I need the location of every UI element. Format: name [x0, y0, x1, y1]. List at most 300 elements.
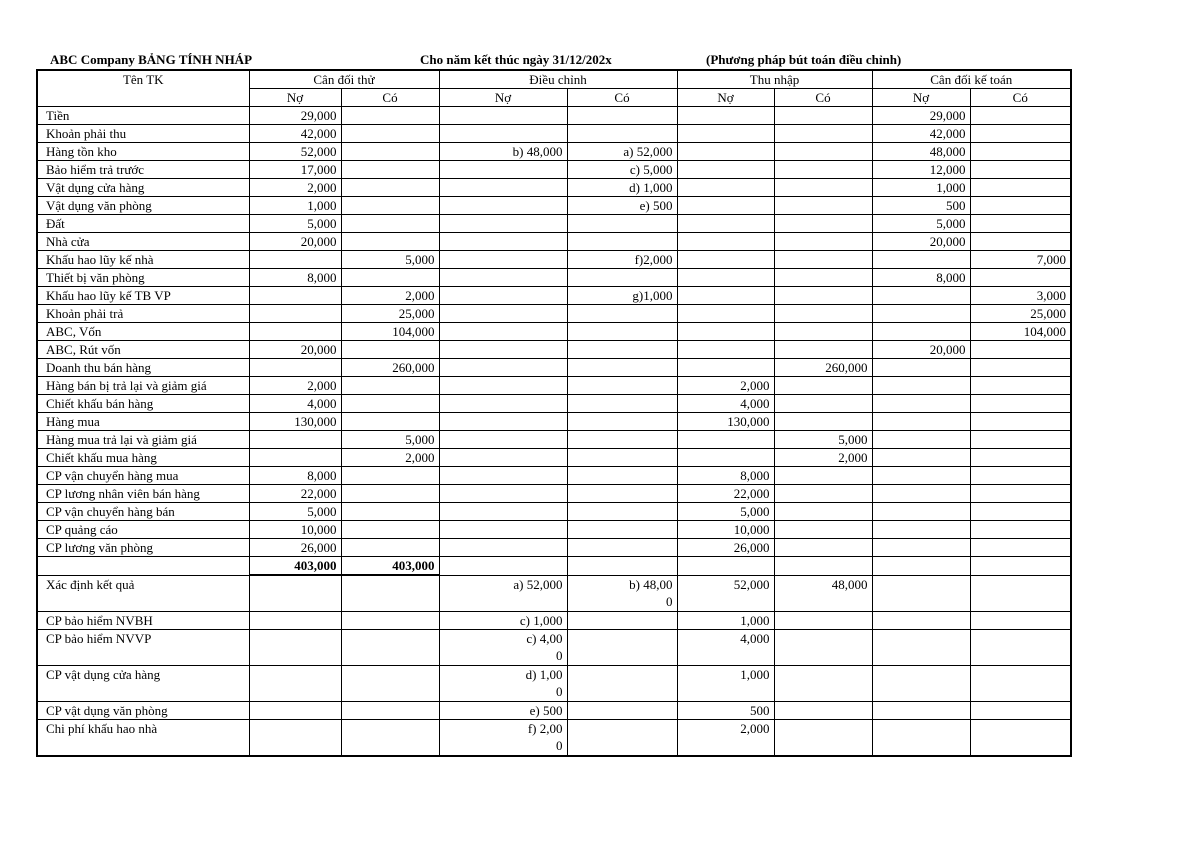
amount-cell	[439, 305, 567, 323]
account-row	[37, 413, 1071, 431]
amount-cell: 17,000	[249, 161, 341, 179]
adjustment-row	[37, 630, 1071, 666]
amount-cell	[677, 143, 774, 161]
trial-balance-header: Cân đối thử	[249, 70, 439, 89]
account-name: Khấu hao lũy kế TB VP	[37, 287, 249, 305]
account-row	[37, 377, 1071, 395]
amount-cell	[774, 612, 872, 630]
amount-cell	[872, 251, 970, 269]
amount-cell	[439, 251, 567, 269]
credit-header: Có	[341, 89, 439, 107]
account-row	[37, 521, 1071, 539]
amount-cell: 500	[872, 197, 970, 215]
amount-cell: 22,000	[249, 485, 341, 503]
amount-cell	[872, 521, 970, 539]
amount-cell	[970, 630, 1071, 666]
amount-cell	[677, 359, 774, 377]
amount-cell	[872, 503, 970, 521]
amount-cell	[677, 179, 774, 197]
account-row	[37, 161, 1071, 179]
amount-cell	[341, 413, 439, 431]
account-name: Xác định kết quả	[37, 575, 249, 612]
amount-cell	[774, 485, 872, 503]
amount-cell: 5,000	[249, 503, 341, 521]
debit-header: Nợ	[249, 89, 341, 107]
debit-header: Nợ	[677, 89, 774, 107]
amount-cell	[774, 503, 872, 521]
amount-cell: 130,000	[677, 413, 774, 431]
amount-cell	[970, 521, 1071, 539]
amount-cell	[439, 197, 567, 215]
amount-cell: 3,000	[970, 287, 1071, 305]
amount-cell	[774, 107, 872, 125]
empty-cell	[970, 557, 1071, 576]
amount-cell	[774, 377, 872, 395]
amount-cell: d) 1,000	[567, 179, 677, 197]
account-name: ABC, Rút vốn	[37, 341, 249, 359]
empty-cell	[872, 557, 970, 576]
account-name: CP lương văn phòng	[37, 539, 249, 557]
amount-cell: 42,000	[872, 125, 970, 143]
amount-cell: 10,000	[677, 521, 774, 539]
amount-cell: 260,000	[774, 359, 872, 377]
amount-cell: c) 1,000	[439, 612, 567, 630]
amount-cell	[439, 341, 567, 359]
amount-cell	[872, 612, 970, 630]
amount-cell	[872, 666, 970, 702]
amount-cell	[341, 612, 439, 630]
amount-cell: b) 48,00 0	[567, 575, 677, 612]
amount-cell: 1,000	[677, 612, 774, 630]
amount-cell	[774, 143, 872, 161]
amount-cell: a) 52,000	[439, 575, 567, 612]
amount-cell	[567, 233, 677, 251]
account-name: Thiết bị văn phòng	[37, 269, 249, 287]
amount-cell	[970, 179, 1071, 197]
amount-cell: 20,000	[249, 341, 341, 359]
amount-cell	[970, 539, 1071, 557]
account-row	[37, 215, 1071, 233]
account-name: ABC, Vốn	[37, 323, 249, 341]
amount-cell: c) 5,000	[567, 161, 677, 179]
amount-cell	[970, 503, 1071, 521]
amount-cell	[341, 125, 439, 143]
amount-cell: 500	[677, 702, 774, 720]
amount-cell	[970, 125, 1071, 143]
income-header: Thu nhập	[677, 70, 872, 89]
account-rows	[37, 107, 1071, 557]
amount-cell	[774, 179, 872, 197]
amount-cell	[341, 539, 439, 557]
amount-cell	[970, 666, 1071, 702]
amount-cell	[341, 161, 439, 179]
amount-cell	[872, 467, 970, 485]
amount-cell: 22,000	[677, 485, 774, 503]
amount-cell: d) 1,00 0	[439, 666, 567, 702]
amount-cell	[249, 575, 341, 612]
account-row	[37, 503, 1071, 521]
amount-cell	[249, 251, 341, 269]
amount-cell: 130,000	[249, 413, 341, 431]
amount-cell	[249, 702, 341, 720]
account-name: CP lương nhân viên bán hàng	[37, 485, 249, 503]
total-credit: 403,000	[341, 557, 439, 576]
amount-cell	[872, 359, 970, 377]
account-row	[37, 485, 1071, 503]
amount-cell	[872, 630, 970, 666]
account-row	[37, 341, 1071, 359]
amount-cell	[341, 197, 439, 215]
amount-cell	[341, 107, 439, 125]
company-title: ABC Company BẢNG TÍNH NHÁP	[50, 52, 253, 67]
debit-header: Nợ	[439, 89, 567, 107]
amount-cell	[567, 485, 677, 503]
amount-cell	[970, 575, 1071, 612]
total-label-cell	[37, 557, 249, 576]
adjustment-row	[37, 666, 1071, 702]
amount-cell	[872, 413, 970, 431]
amount-cell	[341, 467, 439, 485]
account-name: CP vận chuyển hàng mua	[37, 467, 249, 485]
amount-cell	[970, 413, 1071, 431]
amount-cell: 20,000	[872, 341, 970, 359]
account-name: Doanh thu bán hàng	[37, 359, 249, 377]
account-name: Khoản phải thu	[37, 125, 249, 143]
worksheet-table	[36, 69, 1072, 757]
account-row	[37, 467, 1071, 485]
empty-cell	[439, 557, 567, 576]
amount-cell	[677, 251, 774, 269]
amount-cell: f) 2,00 0	[439, 720, 567, 757]
amount-cell	[872, 395, 970, 413]
amount-cell	[341, 215, 439, 233]
amount-cell	[677, 233, 774, 251]
amount-cell	[439, 521, 567, 539]
amount-cell	[872, 575, 970, 612]
amount-cell	[341, 702, 439, 720]
account-row	[37, 359, 1071, 377]
amount-cell	[970, 359, 1071, 377]
amount-cell: 25,000	[341, 305, 439, 323]
amount-cell	[774, 305, 872, 323]
amount-cell	[567, 413, 677, 431]
amount-cell	[567, 395, 677, 413]
amount-cell	[249, 720, 341, 757]
amount-cell	[567, 630, 677, 666]
account-header: Tên TK	[37, 70, 249, 107]
amount-cell: 5,000	[677, 503, 774, 521]
amount-cell	[970, 215, 1071, 233]
amount-cell	[341, 503, 439, 521]
amount-cell	[567, 341, 677, 359]
amount-cell: 48,000	[872, 143, 970, 161]
amount-cell: 29,000	[249, 107, 341, 125]
amount-cell	[872, 323, 970, 341]
account-name: Vật dụng cửa hàng	[37, 179, 249, 197]
amount-cell	[970, 233, 1071, 251]
amount-cell	[439, 125, 567, 143]
amount-cell	[774, 215, 872, 233]
amount-cell	[567, 107, 677, 125]
amount-cell	[567, 305, 677, 323]
amount-cell	[970, 341, 1071, 359]
amount-cell	[341, 269, 439, 287]
amount-cell: 4,000	[677, 630, 774, 666]
amount-cell	[872, 539, 970, 557]
account-row	[37, 233, 1071, 251]
account-name: Hàng tồn kho	[37, 143, 249, 161]
amount-cell: e) 500	[567, 197, 677, 215]
amount-cell	[439, 539, 567, 557]
amount-cell: 26,000	[249, 539, 341, 557]
account-name: Chiết khấu bán hàng	[37, 395, 249, 413]
amount-cell: 2,000	[774, 449, 872, 467]
amount-cell	[970, 107, 1071, 125]
amount-cell: 8,000	[249, 269, 341, 287]
amount-cell	[341, 485, 439, 503]
amount-cell: 260,000	[341, 359, 439, 377]
amount-cell	[872, 305, 970, 323]
amount-cell: 29,000	[872, 107, 970, 125]
amount-cell	[774, 702, 872, 720]
amount-cell	[439, 287, 567, 305]
amount-cell	[567, 377, 677, 395]
amount-cell: 2,000	[341, 287, 439, 305]
amount-cell	[774, 287, 872, 305]
adjustments-header: Điều chỉnh	[439, 70, 677, 89]
amount-cell	[439, 395, 567, 413]
amount-cell: 10,000	[249, 521, 341, 539]
amount-cell	[970, 702, 1071, 720]
amount-cell	[341, 377, 439, 395]
amount-cell	[677, 215, 774, 233]
amount-cell	[774, 161, 872, 179]
amount-cell: 8,000	[249, 467, 341, 485]
amount-cell	[249, 305, 341, 323]
amount-cell	[249, 287, 341, 305]
amount-cell: 48,000	[774, 575, 872, 612]
amount-cell	[249, 431, 341, 449]
amount-cell: 26,000	[677, 539, 774, 557]
amount-cell	[341, 575, 439, 612]
amount-cell	[677, 287, 774, 305]
amount-cell	[567, 521, 677, 539]
account-name: CP vật dụng cửa hàng	[37, 666, 249, 702]
amount-cell	[774, 197, 872, 215]
amount-cell	[872, 377, 970, 395]
amount-cell: 104,000	[970, 323, 1071, 341]
amount-cell	[970, 161, 1071, 179]
amount-cell: 42,000	[249, 125, 341, 143]
amount-cell	[567, 467, 677, 485]
amount-cell	[677, 269, 774, 287]
total-row	[37, 557, 1071, 576]
adjustment-row	[37, 612, 1071, 630]
account-name: CP quảng cáo	[37, 521, 249, 539]
account-row	[37, 449, 1071, 467]
account-row	[37, 143, 1071, 161]
amount-cell	[774, 323, 872, 341]
amount-cell	[774, 720, 872, 757]
amount-cell	[677, 449, 774, 467]
amount-cell	[677, 341, 774, 359]
amount-cell	[567, 666, 677, 702]
account-name: Tiền	[37, 107, 249, 125]
amount-cell: 1,000	[677, 666, 774, 702]
amount-cell: c) 4,00 0	[439, 630, 567, 666]
amount-cell	[677, 305, 774, 323]
amount-cell	[439, 503, 567, 521]
account-name: Bảo hiểm trả trước	[37, 161, 249, 179]
amount-cell	[439, 431, 567, 449]
amount-cell	[872, 720, 970, 757]
amount-cell: 12,000	[872, 161, 970, 179]
account-name: CP vận chuyển hàng bán	[37, 503, 249, 521]
amount-cell	[341, 720, 439, 757]
amount-cell: 5,000	[774, 431, 872, 449]
account-name: Vật dụng văn phòng	[37, 197, 249, 215]
account-name: Chi phí khấu hao nhà	[37, 720, 249, 757]
amount-cell	[774, 233, 872, 251]
amount-cell	[774, 125, 872, 143]
account-name: Chiết khấu mua hàng	[37, 449, 249, 467]
period-title: Cho năm kết thúc ngày 31/12/202x	[420, 52, 612, 67]
account-name: Khoản phải trả	[37, 305, 249, 323]
amount-cell	[341, 630, 439, 666]
amount-cell	[774, 666, 872, 702]
amount-cell	[872, 702, 970, 720]
amount-cell	[774, 341, 872, 359]
account-name: Hàng mua trả lại và giảm giá	[37, 431, 249, 449]
account-row	[37, 287, 1071, 305]
amount-cell: 104,000	[341, 323, 439, 341]
amount-cell: 52,000	[677, 575, 774, 612]
amount-cell	[439, 269, 567, 287]
amount-cell: 5,000	[872, 215, 970, 233]
amount-cell: 2,000	[249, 377, 341, 395]
amount-cell	[567, 323, 677, 341]
amount-cell: 2,000	[249, 179, 341, 197]
amount-cell: a) 52,000	[567, 143, 677, 161]
amount-cell	[970, 143, 1071, 161]
amount-cell: 52,000	[249, 143, 341, 161]
amount-cell: 4,000	[677, 395, 774, 413]
amount-cell	[439, 467, 567, 485]
amount-cell	[341, 521, 439, 539]
amount-cell	[970, 485, 1071, 503]
account-row	[37, 431, 1071, 449]
amount-cell	[774, 630, 872, 666]
adjustment-row	[37, 702, 1071, 720]
amount-cell	[970, 377, 1071, 395]
amount-cell: 25,000	[970, 305, 1071, 323]
amount-cell	[774, 521, 872, 539]
amount-cell	[774, 251, 872, 269]
account-row	[37, 107, 1071, 125]
account-name: Đất	[37, 215, 249, 233]
amount-cell	[439, 485, 567, 503]
account-name: CP bảo hiểm NVVP	[37, 630, 249, 666]
method-title: (Phương pháp bút toán điều chỉnh)	[706, 52, 902, 67]
amount-cell	[872, 449, 970, 467]
amount-cell	[249, 666, 341, 702]
amount-cell	[677, 107, 774, 125]
amount-cell	[970, 395, 1071, 413]
account-row	[37, 323, 1071, 341]
amount-cell	[249, 612, 341, 630]
amount-cell: f)2,000	[567, 251, 677, 269]
credit-header: Có	[970, 89, 1071, 107]
amount-cell	[677, 125, 774, 143]
amount-cell	[249, 449, 341, 467]
amount-cell	[677, 197, 774, 215]
amount-cell	[249, 359, 341, 377]
amount-cell	[872, 287, 970, 305]
amount-cell	[774, 269, 872, 287]
amount-cell	[567, 720, 677, 757]
amount-cell: 7,000	[970, 251, 1071, 269]
amount-cell	[970, 431, 1071, 449]
amount-cell	[341, 179, 439, 197]
amount-cell	[970, 720, 1071, 757]
amount-cell	[677, 323, 774, 341]
amount-cell	[970, 197, 1071, 215]
amount-cell	[872, 431, 970, 449]
amount-cell	[439, 359, 567, 377]
account-name: Khấu hao lũy kế nhà	[37, 251, 249, 269]
amount-cell: 1,000	[872, 179, 970, 197]
amount-cell	[567, 539, 677, 557]
amount-cell	[439, 215, 567, 233]
amount-cell	[439, 449, 567, 467]
amount-cell	[341, 341, 439, 359]
empty-cell	[774, 557, 872, 576]
amount-cell	[249, 323, 341, 341]
amount-cell	[439, 323, 567, 341]
account-row	[37, 251, 1071, 269]
amount-cell	[567, 702, 677, 720]
amount-cell	[567, 215, 677, 233]
amount-cell: 8,000	[677, 467, 774, 485]
amount-cell	[567, 503, 677, 521]
amount-cell	[774, 395, 872, 413]
amount-cell: 4,000	[249, 395, 341, 413]
amount-cell: 5,000	[249, 215, 341, 233]
amount-cell	[677, 161, 774, 179]
amount-cell: 5,000	[341, 251, 439, 269]
amount-cell	[567, 359, 677, 377]
amount-cell	[567, 125, 677, 143]
amount-cell: 5,000	[341, 431, 439, 449]
amount-cell: b) 48,000	[439, 143, 567, 161]
amount-cell	[341, 395, 439, 413]
amount-cell	[970, 612, 1071, 630]
amount-cell	[774, 413, 872, 431]
amount-cell	[567, 431, 677, 449]
adjustment-row	[37, 575, 1071, 612]
account-row	[37, 125, 1071, 143]
account-name: Hàng mua	[37, 413, 249, 431]
amount-cell	[439, 233, 567, 251]
credit-header: Có	[774, 89, 872, 107]
amount-cell: 2,000	[341, 449, 439, 467]
account-row	[37, 395, 1071, 413]
empty-cell	[567, 557, 677, 576]
amount-cell: 20,000	[249, 233, 341, 251]
header-row-groups	[37, 70, 1071, 89]
amount-cell	[677, 431, 774, 449]
amount-cell: 2,000	[677, 377, 774, 395]
